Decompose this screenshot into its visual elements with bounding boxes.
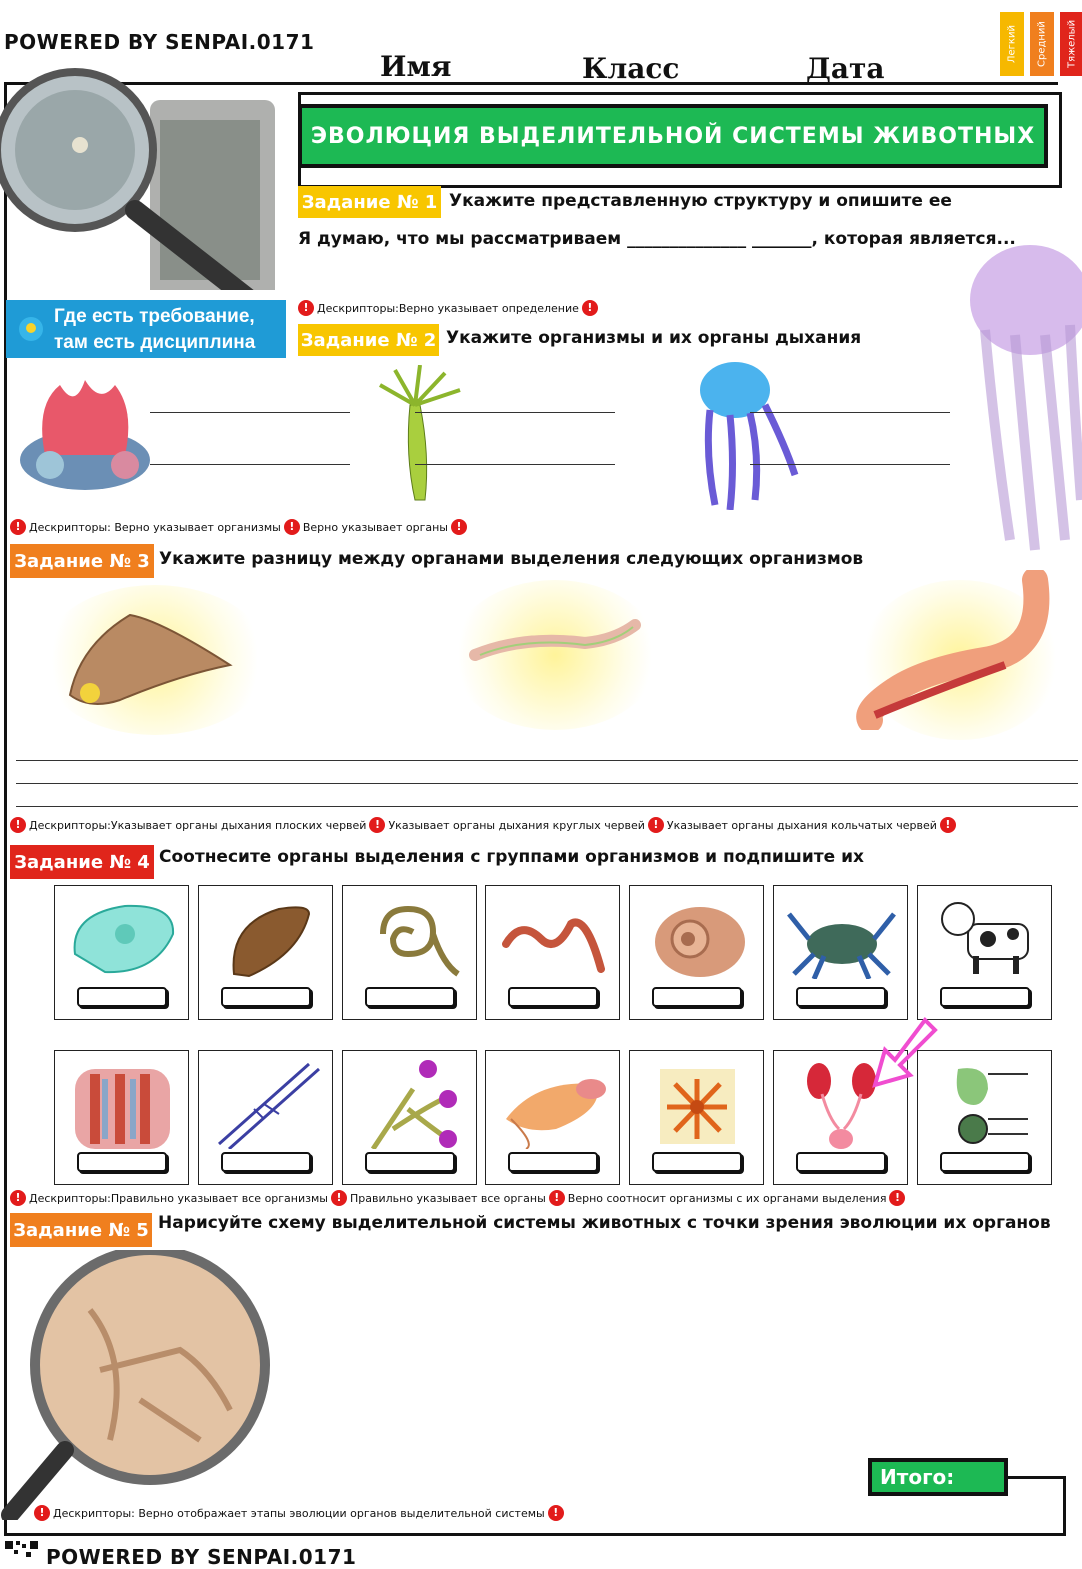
answer-slot[interactable] [940,1152,1030,1172]
alert-icon: ! [648,817,664,833]
alert-icon: ! [10,519,26,535]
organ-card-4[interactable] [485,1050,620,1185]
amoeba-image [65,894,180,979]
alert-icon: ! [369,817,385,833]
mollusk-organ-image [496,1059,611,1149]
total-box[interactable] [868,1458,1008,1496]
task-1-text: Укажите представленную структуру и опишите ее [449,191,952,211]
alert-icon: ! [34,1505,50,1521]
answer-slot[interactable] [652,1152,742,1172]
task-3-tag: Задание № 3 [10,544,154,578]
crab-image [784,894,899,979]
answer-line[interactable] [16,760,1078,761]
flatworm-image [60,605,240,715]
task-2-text: Укажите организмы и их органы дыхания [446,328,862,348]
descriptor-text: Верно соотносит организмы с их органами выделения [567,1191,887,1205]
answer-line[interactable] [415,412,615,413]
cow-image [928,894,1043,979]
magnifier-image [0,60,310,290]
jellyfish-image [685,355,810,510]
powered-by-bottom: POWERED BY SENPAI.0171 [46,1545,357,1569]
alert-icon: ! [10,1190,26,1206]
descriptor-text: Верно указывает органы [302,520,448,534]
jellyfish-large-image [955,240,1082,560]
earthworm-image [855,570,1055,730]
difficulty-medium: Средний [1030,12,1054,76]
descriptor-text: Дескрипторы: Верно отображает этапы эволюции органов выделительной системы [53,1506,545,1520]
organism-card-flatworm[interactable] [198,885,333,1020]
date-label: Дата [806,52,885,85]
gland-organ-image [928,1059,1043,1149]
descriptor-text: Дескрипторы: Верно указывает организмы [29,520,281,534]
organism-card-crab[interactable] [773,885,908,1020]
alert-icon: ! [284,519,300,535]
task-4-descriptors [10,1190,905,1206]
powered-by-top: POWERED BY SENPAI.0171 [4,30,315,54]
answer-line[interactable] [150,412,350,413]
answer-line[interactable] [415,464,615,465]
task-3-descriptors [10,817,956,833]
organism-card-amoeba[interactable] [54,885,189,1020]
qr-code-icon [4,1540,42,1559]
descriptor-text: Указывает органы дыхания круглых червей [388,818,645,832]
fossil-magnifier-image [0,1250,280,1520]
protonephridia-image [640,1059,755,1149]
answer-line[interactable] [750,464,950,465]
tube-organ-image [209,1059,324,1149]
kazakhstan-flag-icon [18,316,44,342]
task-5-text: Нарисуйте схему выделительной системы животных с точки зрения эволюции их органов [158,1213,1051,1233]
task-4-text: Соотнесите органы выделения с группами организмов и подпишите их [159,847,864,867]
answer-slot[interactable] [508,987,598,1007]
answer-slot[interactable] [221,987,311,1007]
total-label: Итого: [880,1465,955,1489]
alert-icon: ! [582,300,598,316]
answer-slot[interactable] [796,987,886,1007]
answer-line[interactable] [750,412,950,413]
organ-card-7[interactable] [917,1050,1052,1185]
total-frame-line [1008,1476,1066,1536]
organism-card-cow[interactable] [917,885,1052,1020]
roundworm-image [465,615,645,675]
answer-line[interactable] [16,806,1078,807]
organ-card-5[interactable] [629,1050,764,1185]
task-2-descriptors [10,519,467,535]
task-1-tag: Задание № 1 [298,186,441,218]
page-title: ЭВОЛЮЦИЯ ВЫДЕЛИТЕЛЬНОЙ СИСТЕМЫ ЖИВОТНЫХ [298,104,1048,168]
answer-slot[interactable] [221,1152,311,1172]
task-3-text: Укажите разницу между органами выделения следующих организмов [159,549,864,569]
answer-slot[interactable] [77,1152,167,1172]
answer-slot[interactable] [365,1152,455,1172]
alert-icon: ! [548,1505,564,1521]
coral-image [15,365,155,495]
descriptor-text: Дескрипторы:Указывает органы дыхания плоских червей [29,818,367,832]
difficulty-easy: Легкий [1000,12,1024,76]
organism-card-snail[interactable] [629,885,764,1020]
answer-line[interactable] [16,783,1078,784]
alert-icon: ! [10,817,26,833]
motto-line-1: Где есть требование, [54,306,255,327]
flatworm-image [209,894,324,979]
descriptor-text: Дескрипторы:Верно указывает определение [317,301,579,315]
alert-icon: ! [331,1190,347,1206]
answer-slot[interactable] [940,987,1030,1007]
organ-card-1[interactable] [54,1050,189,1185]
class-label: Класс [582,52,680,85]
alert-icon: ! [298,300,314,316]
alert-icon: ! [889,1190,905,1206]
earthworm-image [496,894,611,979]
task-5-tag: Задание № 5 [10,1213,152,1247]
task-4-tag: Задание № 4 [10,845,154,879]
alert-icon: ! [451,519,467,535]
task-5-descriptors [34,1505,564,1521]
descriptor-text: Правильно указывает все органы [349,1191,546,1205]
organism-card-roundworm[interactable] [342,885,477,1020]
snail-shell-image [640,894,755,979]
flame-cell-image [353,1059,468,1149]
alert-icon: ! [549,1190,565,1206]
organ-card-3[interactable] [342,1050,477,1185]
descriptor-text: Дескрипторы:Правильно указывает все организмы [29,1191,328,1205]
alert-icon: ! [940,817,956,833]
task-1-answer-line[interactable]: Я думаю, что мы рассматриваем ______________ _______, которая является... [298,229,1016,249]
descriptor-text: Указывает органы дыхания кольчатых червей [666,818,937,832]
answer-slot[interactable] [77,987,167,1007]
motto-banner [6,300,286,358]
intestine-organ-image [65,1059,180,1149]
task-1-descriptors [298,300,598,316]
organism-card-earthworm[interactable] [485,885,620,1020]
difficulty-hard: Тяжелый [1060,12,1082,76]
hydra-image [370,365,465,505]
answer-slot[interactable] [365,987,455,1007]
answer-line[interactable] [150,464,350,465]
roundworm-image [353,894,468,979]
task-2-tag: Задание № 2 [298,324,439,356]
answer-slot[interactable] [508,1152,598,1172]
organ-card-2[interactable] [198,1050,333,1185]
motto-line-2: там есть дисциплина [54,332,256,353]
answer-slot[interactable] [796,1152,886,1172]
name-label: Имя [380,50,452,83]
answer-slot[interactable] [652,987,742,1007]
